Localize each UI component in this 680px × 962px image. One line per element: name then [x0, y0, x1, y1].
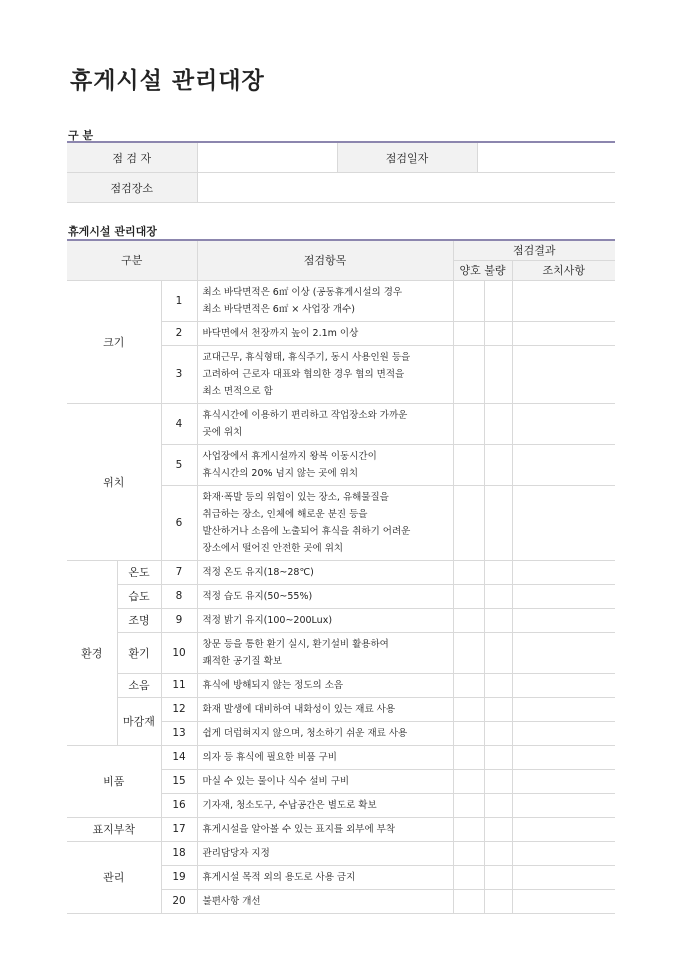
bad-cell[interactable] — [484, 769, 512, 793]
good-cell[interactable] — [453, 444, 484, 485]
subcategory-lighting: 조명 — [117, 608, 161, 632]
item-number: 6 — [161, 485, 197, 560]
item-description-line: 최소 바닥면적은 6㎡ 이상 (공동휴게시설의 경우 — [202, 286, 403, 298]
item-description-line: 화재 발생에 대비하여 내화성이 있는 재료 사용 — [202, 703, 395, 715]
action-cell[interactable] — [512, 584, 615, 608]
check-section-heading: 휴게시설 관리대장 — [68, 225, 157, 238]
item-description — [197, 403, 453, 444]
bad-cell[interactable] — [484, 889, 512, 913]
category-environment: 환경 — [67, 560, 117, 745]
good-cell[interactable] — [453, 817, 484, 841]
item-description — [197, 793, 453, 817]
item-description — [197, 817, 453, 841]
good-cell[interactable] — [453, 721, 484, 745]
good-cell[interactable] — [453, 632, 484, 673]
item-description — [197, 697, 453, 721]
action-cell[interactable] — [512, 769, 615, 793]
item-description-line: 마실 수 있는 물이나 식수 설비 구비 — [202, 775, 350, 787]
item-description-line: 교대근무, 휴식형태, 휴식주기, 동시 사용인원 등을 — [202, 351, 411, 363]
item-number: 7 — [161, 560, 197, 584]
inspector-value[interactable] — [197, 142, 337, 173]
item-number: 5 — [161, 444, 197, 485]
item-description-line: 관리담당자 지정 — [202, 847, 270, 859]
good-cell[interactable] — [453, 865, 484, 889]
good-cell[interactable] — [453, 745, 484, 769]
item-description-line: 적정 밝기 유지(100~200Lux) — [202, 614, 333, 626]
item-description-line: 쉽게 더럽혀지지 않으며, 청소하기 쉬운 재료 사용 — [202, 727, 408, 739]
item-number: 8 — [161, 584, 197, 608]
action-cell[interactable] — [512, 280, 615, 321]
item-description-line: 불편사항 개선 — [202, 895, 261, 907]
item-number: 12 — [161, 697, 197, 721]
bad-cell[interactable] — [484, 817, 512, 841]
item-number: 3 — [161, 345, 197, 403]
result-header: 점검결과 — [453, 240, 615, 260]
action-cell[interactable] — [512, 608, 615, 632]
item-description — [197, 632, 453, 673]
item-description — [197, 444, 453, 485]
checklist-row — [67, 841, 615, 865]
action-cell[interactable] — [512, 632, 615, 673]
item-description-line: 휴게시설 목적 외의 용도로 사용 금지 — [202, 871, 356, 883]
item-description — [197, 345, 453, 403]
page-title: 휴게시설 관리대장 — [70, 68, 265, 94]
item-number: 10 — [161, 632, 197, 673]
action-header: 조치사항 — [512, 260, 615, 280]
good-cell[interactable] — [453, 280, 484, 321]
checklist-row — [67, 745, 615, 769]
category-header: 구분 — [67, 240, 197, 280]
action-cell[interactable] — [512, 865, 615, 889]
checklist-row — [67, 560, 615, 584]
bad-cell[interactable] — [484, 745, 512, 769]
good-bad-header: 양호 불량 — [453, 260, 512, 280]
action-cell[interactable] — [512, 841, 615, 865]
checklist-table — [67, 239, 615, 914]
item-number: 20 — [161, 889, 197, 913]
bad-cell[interactable] — [484, 721, 512, 745]
bad-cell[interactable] — [484, 608, 512, 632]
inspection-place-label: 점검장소 — [67, 173, 197, 203]
item-number: 2 — [161, 321, 197, 345]
inspection-date-value[interactable] — [477, 142, 615, 173]
item-description-line: 최소 면적으로 함 — [202, 385, 273, 397]
item-description-line: 최소 바닥면적은 6㎡ × 사업장 개수) — [202, 303, 355, 315]
bad-cell[interactable] — [484, 403, 512, 444]
item-number: 15 — [161, 769, 197, 793]
inspection-date-label: 점검일자 — [337, 142, 477, 173]
bad-cell[interactable] — [484, 697, 512, 721]
item-description — [197, 889, 453, 913]
item-number: 19 — [161, 865, 197, 889]
good-cell[interactable] — [453, 403, 484, 444]
item-number: 11 — [161, 673, 197, 697]
subcategory-temperature: 온도 — [117, 560, 161, 584]
item-description-line: 적정 온도 유지(18~28℃) — [202, 566, 314, 578]
category-sign: 표지부착 — [67, 817, 161, 841]
category-management: 관리 — [67, 841, 161, 913]
action-cell[interactable] — [512, 721, 615, 745]
action-cell[interactable] — [512, 889, 615, 913]
item-number: 14 — [161, 745, 197, 769]
items-header: 점검항목 — [197, 240, 453, 280]
item-description-line: 휴식시간의 20% 넘지 않는 곳에 위치 — [202, 467, 359, 479]
item-description-line: 바닥면에서 천장까지 높이 2.1m 이상 — [202, 327, 359, 339]
item-description-line: 창문 등을 통한 환기 실시, 환기설비 활용하여 — [202, 638, 389, 650]
item-description — [197, 721, 453, 745]
item-number: 16 — [161, 793, 197, 817]
good-cell[interactable] — [453, 608, 484, 632]
item-number: 18 — [161, 841, 197, 865]
action-cell[interactable] — [512, 793, 615, 817]
item-description-line: 휴식시간에 이용하기 편리하고 작업장소와 가까운 — [202, 409, 408, 421]
inspection-place-value[interactable] — [197, 173, 615, 203]
item-description-line: 발산하거나 소음에 노출되어 휴식을 취하기 어려운 — [202, 525, 411, 537]
action-cell[interactable] — [512, 817, 615, 841]
subcategory-humidity: 습도 — [117, 584, 161, 608]
bad-cell[interactable] — [484, 280, 512, 321]
bad-cell[interactable] — [484, 485, 512, 560]
action-cell[interactable] — [512, 444, 615, 485]
item-description — [197, 560, 453, 584]
bad-cell[interactable] — [484, 321, 512, 345]
item-description-line: 적정 습도 유지(50~55%) — [202, 590, 313, 602]
item-number: 4 — [161, 403, 197, 444]
bad-cell[interactable] — [484, 841, 512, 865]
bad-cell[interactable] — [484, 793, 512, 817]
checklist-row — [67, 280, 615, 321]
item-description-line: 화재·폭발 등의 위험이 있는 장소, 유해물질을 — [202, 491, 389, 503]
action-cell[interactable] — [512, 673, 615, 697]
subcategory-noise: 소음 — [117, 673, 161, 697]
item-description-line: 고려하여 근로자 대표와 협의한 경우 협의 면적을 — [202, 368, 405, 380]
info-table — [67, 141, 615, 203]
bad-cell[interactable] — [484, 345, 512, 403]
info-section-heading: 구 분 — [68, 129, 94, 142]
bad-cell[interactable] — [484, 444, 512, 485]
item-description-line: 기자재, 청소도구, 수납공간은 별도로 확보 — [202, 799, 377, 811]
good-cell[interactable] — [453, 345, 484, 403]
item-description-line: 휴게시설을 알아볼 수 있는 표지를 외부에 부착 — [202, 823, 395, 835]
action-cell[interactable] — [512, 403, 615, 444]
checklist-row — [67, 632, 615, 673]
good-cell[interactable] — [453, 889, 484, 913]
bad-cell[interactable] — [484, 560, 512, 584]
item-description-line: 쾌적한 공기질 확보 — [202, 655, 282, 667]
action-cell[interactable] — [512, 697, 615, 721]
good-cell[interactable] — [453, 321, 484, 345]
bad-cell[interactable] — [484, 673, 512, 697]
item-description — [197, 280, 453, 321]
item-description-line: 취급하는 장소, 인체에 해로운 분진 등을 — [202, 508, 368, 520]
item-number: 13 — [161, 721, 197, 745]
item-description-line: 휴식에 방해되지 않는 정도의 소음 — [202, 679, 344, 691]
item-description-line: 의자 등 휴식에 필요한 비품 구비 — [202, 751, 337, 763]
category-supplies: 비품 — [67, 745, 161, 817]
item-description — [197, 608, 453, 632]
good-cell[interactable] — [453, 793, 484, 817]
checklist-row — [67, 403, 615, 444]
good-cell[interactable] — [453, 697, 484, 721]
item-description — [197, 485, 453, 560]
checklist-row — [67, 584, 615, 608]
action-cell[interactable] — [512, 560, 615, 584]
checklist-row — [67, 817, 615, 841]
item-number: 1 — [161, 280, 197, 321]
action-cell[interactable] — [512, 321, 615, 345]
action-cell[interactable] — [512, 485, 615, 560]
good-cell[interactable] — [453, 769, 484, 793]
item-number: 17 — [161, 817, 197, 841]
checklist-row — [67, 697, 615, 721]
item-description-line: 사업장에서 휴게시설까지 왕복 이동시간이 — [202, 450, 377, 462]
good-cell[interactable] — [453, 673, 484, 697]
good-cell[interactable] — [453, 485, 484, 560]
item-description — [197, 769, 453, 793]
subcategory-finishing-material: 마감재 — [117, 697, 161, 745]
good-cell[interactable] — [453, 841, 484, 865]
category-size: 크기 — [67, 280, 161, 403]
good-cell[interactable] — [453, 584, 484, 608]
item-description-line: 장소에서 떨어진 안전한 곳에 위치 — [202, 542, 344, 554]
item-number: 9 — [161, 608, 197, 632]
action-cell[interactable] — [512, 345, 615, 403]
subcategory-ventilation: 환기 — [117, 632, 161, 673]
bad-cell[interactable] — [484, 584, 512, 608]
item-description — [197, 841, 453, 865]
inspector-label: 점 검 자 — [67, 142, 197, 173]
action-cell[interactable] — [512, 745, 615, 769]
category-location: 위치 — [67, 403, 161, 560]
bad-cell[interactable] — [484, 632, 512, 673]
bad-cell[interactable] — [484, 865, 512, 889]
checklist-row — [67, 608, 615, 632]
item-description-line: 곳에 위치 — [202, 426, 243, 438]
item-description — [197, 584, 453, 608]
item-description — [197, 745, 453, 769]
good-cell[interactable] — [453, 560, 484, 584]
item-description — [197, 673, 453, 697]
checklist-row — [67, 673, 615, 697]
item-description — [197, 321, 453, 345]
item-description — [197, 865, 453, 889]
